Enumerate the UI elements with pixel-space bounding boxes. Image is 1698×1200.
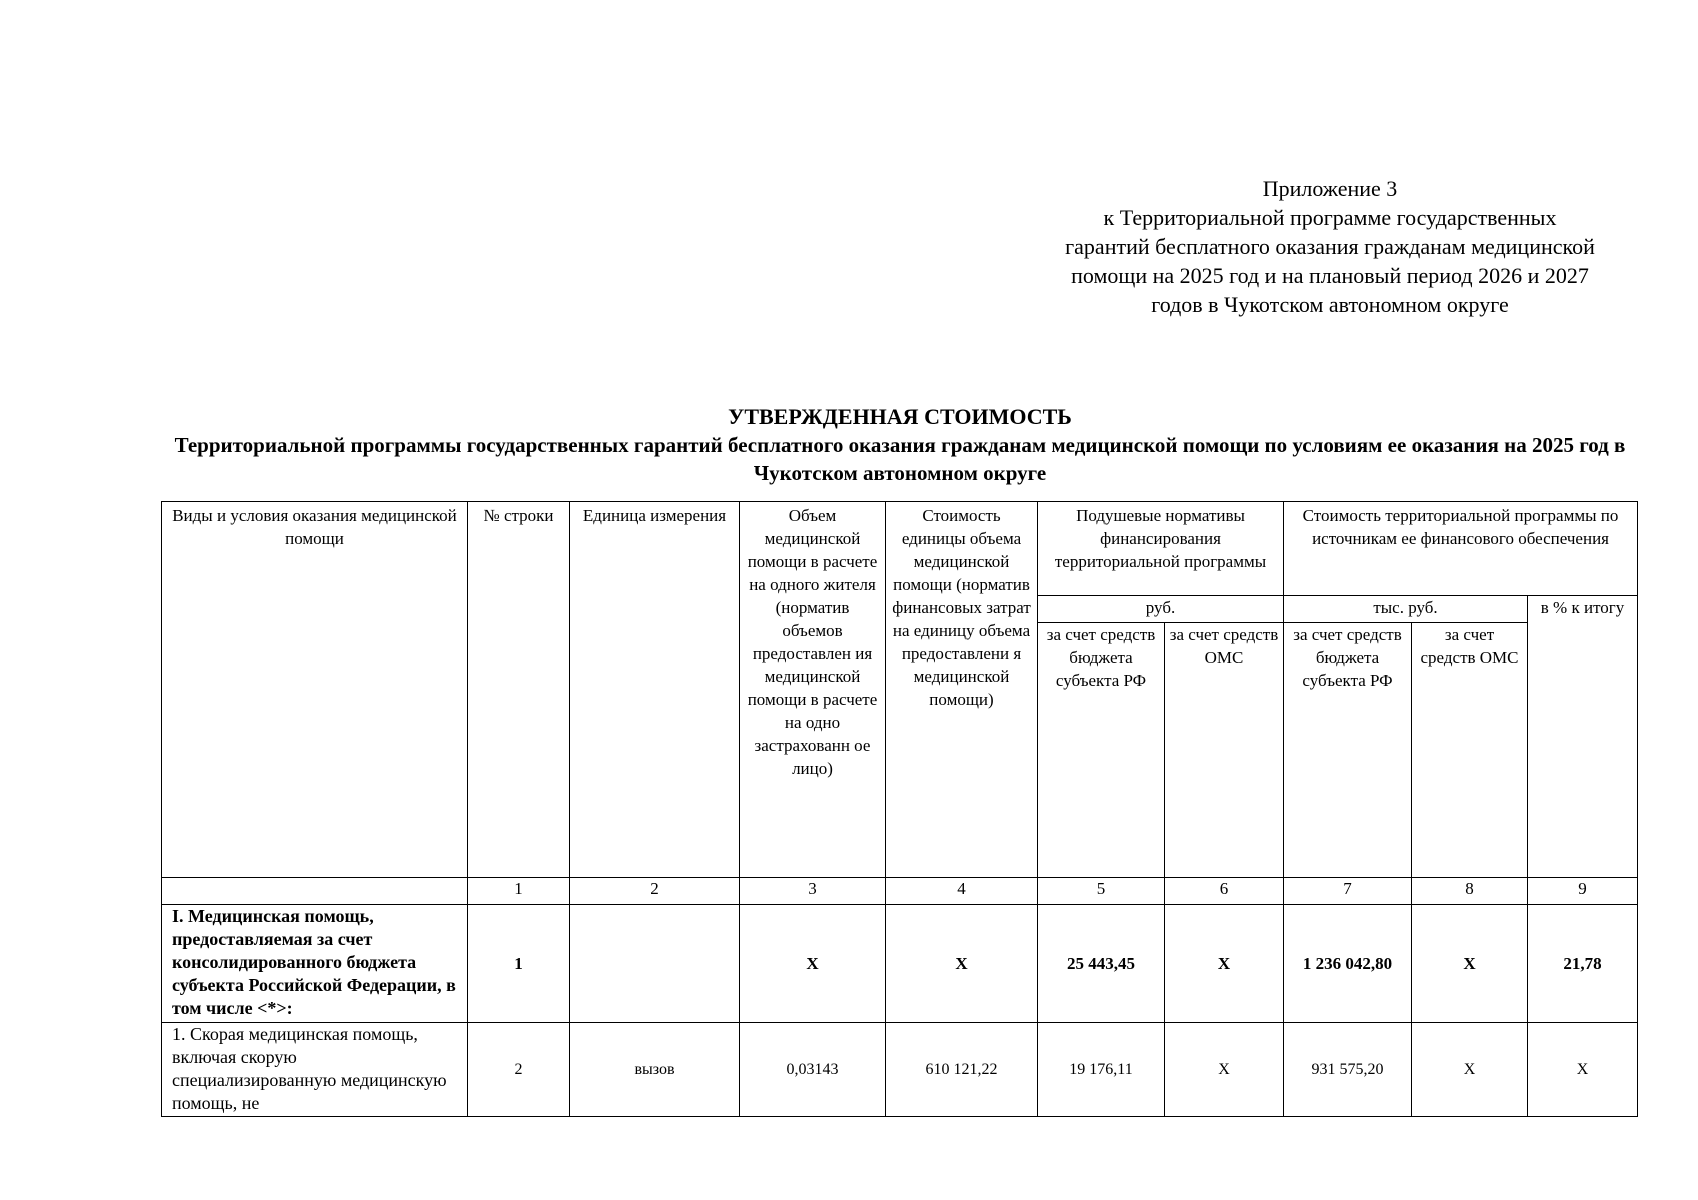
row-label: I. Медицинская помощь, предоставляемая за счет консолидированного бюджета субъекта Российской Федерации, в том числе <*>: <box>162 905 468 1023</box>
column-number: 6 <box>1165 878 1284 905</box>
unit-cost-cell: 610 121,22 <box>886 1023 1038 1117</box>
table-row <box>162 905 1638 1023</box>
header-oms-cost: за счет средств ОМС <box>1412 623 1528 878</box>
header-budget-cost: за счет средств бюджета субъекта РФ <box>1284 623 1412 878</box>
appendix-line: годов в Чукотском автономном округе <box>1151 292 1509 317</box>
column-number: 8 <box>1412 878 1528 905</box>
unit-cell: вызов <box>570 1023 740 1117</box>
oms-cost-cell: X <box>1412 1023 1528 1117</box>
appendix-line: к Территориальной программе государственных <box>1103 205 1557 230</box>
appendix-line: гарантий бесплатного оказания гражданам медицинской <box>1065 234 1595 259</box>
volume-cell: 0,03143 <box>740 1023 886 1117</box>
unit-cost-cell: X <box>886 905 1038 1023</box>
budget-per-capita-cell: 19 176,11 <box>1038 1023 1165 1117</box>
column-number: 7 <box>1284 878 1412 905</box>
header-thous-rub: тыс. руб. <box>1284 596 1528 623</box>
header-unit-cost: Стоимость единицы объема медицинской помощи (норматив финансовых затрат на единицу объема предоставлени я медицинской помощи) <box>886 502 1038 878</box>
table-row <box>162 1023 1638 1117</box>
appendix-line: помощи на 2025 год и на плановый период 2026 и 2027 <box>1071 263 1589 288</box>
header-budget-per-capita: за счет средств бюджета субъекта РФ <box>1038 623 1165 878</box>
budget-cost-cell: 931 575,20 <box>1284 1023 1412 1117</box>
header-volume: Объем медицинской помощи в расчете на одного жителя (норматив объемов предоставлен ия медицинской помощи в расчете на одно застрахованн ое лицо) <box>740 502 886 878</box>
header-pct-total: в % к итогу <box>1528 596 1638 878</box>
header-per-capita: Подушевые нормативы финансирования территориальной программы <box>1038 502 1284 596</box>
row-number-cell: 1 <box>468 905 570 1023</box>
unit-cell <box>570 905 740 1023</box>
oms-cost-cell: X <box>1412 905 1528 1023</box>
oms-per-capita-cell: X <box>1165 1023 1284 1117</box>
header-rub: руб. <box>1038 596 1284 623</box>
header-unit: Единица измерения <box>570 502 740 878</box>
pct-total-cell: X <box>1528 1023 1638 1117</box>
column-number: 9 <box>1528 878 1638 905</box>
column-number-row <box>162 878 1638 905</box>
column-number: 1 <box>468 878 570 905</box>
header-oms-per-capita: за счет средств ОМС <box>1165 623 1284 878</box>
column-number: 5 <box>1038 878 1165 905</box>
appendix-line: Приложение 3 <box>1262 176 1398 201</box>
budget-cost-cell: 1 236 042,80 <box>1284 905 1412 1023</box>
document-title-block <box>160 403 1640 487</box>
volume-cell: X <box>740 905 886 1023</box>
header-program-cost: Стоимость территориальной программы по источникам ее финансового обеспечения <box>1284 502 1638 596</box>
appendix-note <box>1020 174 1640 319</box>
row-number-cell: 2 <box>468 1023 570 1117</box>
budget-per-capita-cell: 25 443,45 <box>1038 905 1165 1023</box>
header-kinds: Виды и условия оказания медицинской помощи <box>162 502 468 878</box>
column-number: 4 <box>886 878 1038 905</box>
column-number: 2 <box>570 878 740 905</box>
approved-cost-table <box>161 501 1638 1117</box>
document-title: УТВЕРЖДЕННАЯ СТОИМОСТЬ <box>728 404 1072 429</box>
oms-per-capita-cell: X <box>1165 905 1284 1023</box>
header-row-1 <box>162 502 1638 596</box>
pct-total-cell: 21,78 <box>1528 905 1638 1023</box>
document-subtitle: Территориальной программы государственных гарантий бесплатного оказания гражданам медицинской помощи по условиям ее оказания на 2025 год в Чукотском автономном округе <box>174 433 1626 485</box>
column-number: 3 <box>740 878 886 905</box>
header-row-no: № строки <box>468 502 570 878</box>
row-label: 1. Скорая медицинская помощь, включая скорую специализированную медицинскую помощь, не <box>162 1023 468 1117</box>
column-number <box>162 878 468 905</box>
